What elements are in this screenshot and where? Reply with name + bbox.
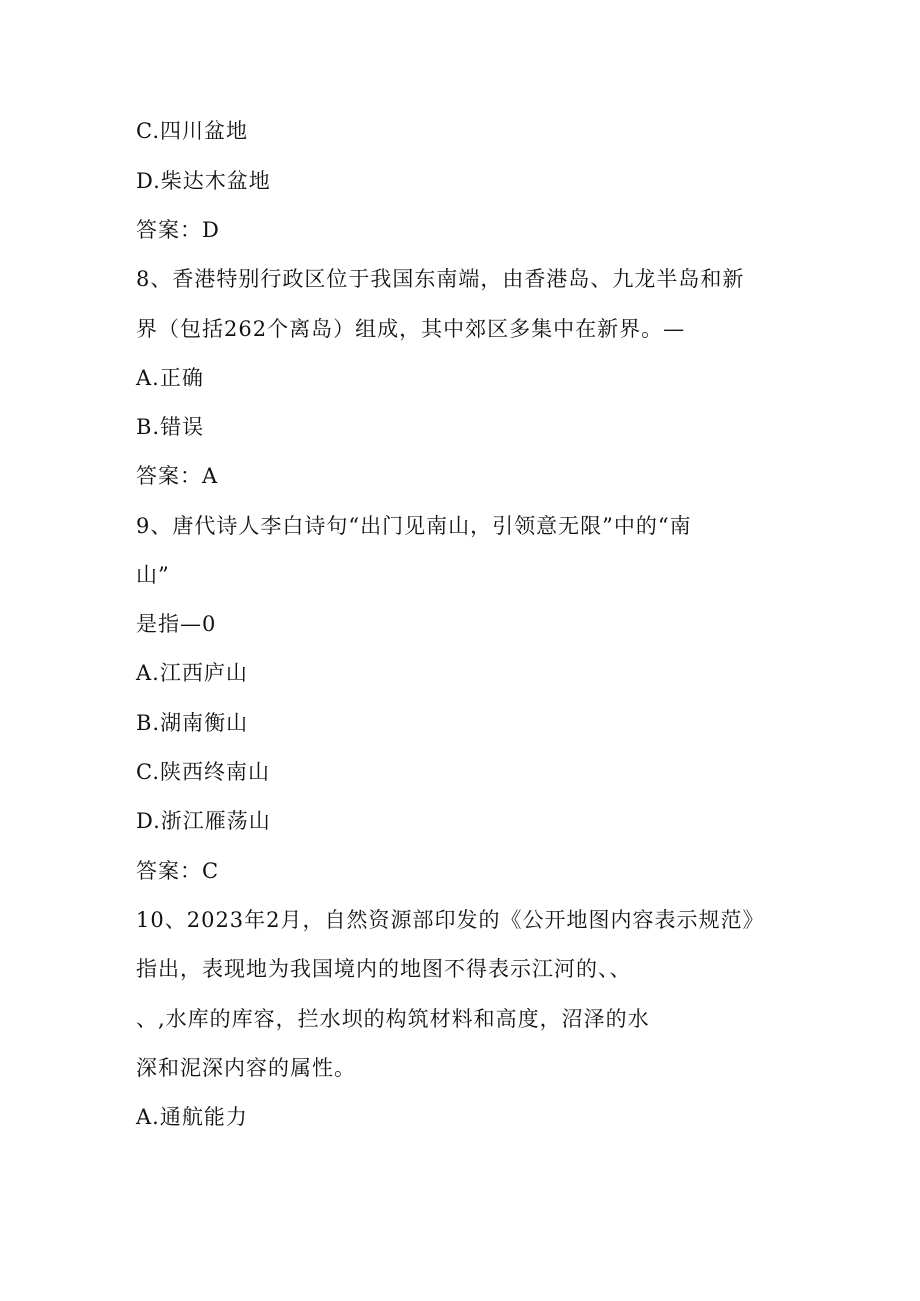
- question-10-line-1: 10、2023年2月，自然资源部印发的《公开地图内容表示规范》: [136, 908, 765, 932]
- question-10-line-2: 指出，表现地为我国境内的地图不得表示江河的、、: [136, 957, 632, 981]
- option-b-q9: B.湖南衡山: [136, 711, 249, 735]
- question-8-line-2: 界（包括262个离岛）组成，其中郊区多集中在新界。—: [136, 317, 686, 341]
- question-10-line-4: 深和泥深内容的属性。: [136, 1056, 356, 1080]
- option-d-q7: D.柴达木盆地: [136, 169, 271, 193]
- option-b-q8: B.错误: [136, 415, 205, 439]
- answer-q8: 答案：A: [136, 464, 219, 488]
- option-c-q7: C.四川盆地: [136, 119, 248, 143]
- question-8-line-1: 8、香港特别行政区位于我国东南端，由香港岛、九龙半岛和新: [136, 267, 745, 291]
- option-a-q8: A.正确: [136, 366, 204, 390]
- question-9-line-3: 是指—0: [136, 612, 217, 636]
- option-c-q9: C.陕西终南山: [136, 760, 270, 784]
- option-a-q9: A.江西庐山: [136, 661, 248, 685]
- answer-q7: 答案：D: [136, 218, 220, 242]
- answer-q9: 答案：C: [136, 859, 220, 883]
- question-9-line-2: 山”: [136, 563, 170, 587]
- option-d-q9: D.浙江雁荡山: [136, 809, 271, 833]
- question-10-line-3: 、,水库的库容，拦水坝的构筑材料和高度，沼泽的水: [136, 1007, 650, 1031]
- option-a-q10: A.通航能力: [136, 1105, 248, 1129]
- question-9-line-1: 9、唐代诗人李白诗句“出门见南山，引领意无限”中的“南: [136, 514, 692, 538]
